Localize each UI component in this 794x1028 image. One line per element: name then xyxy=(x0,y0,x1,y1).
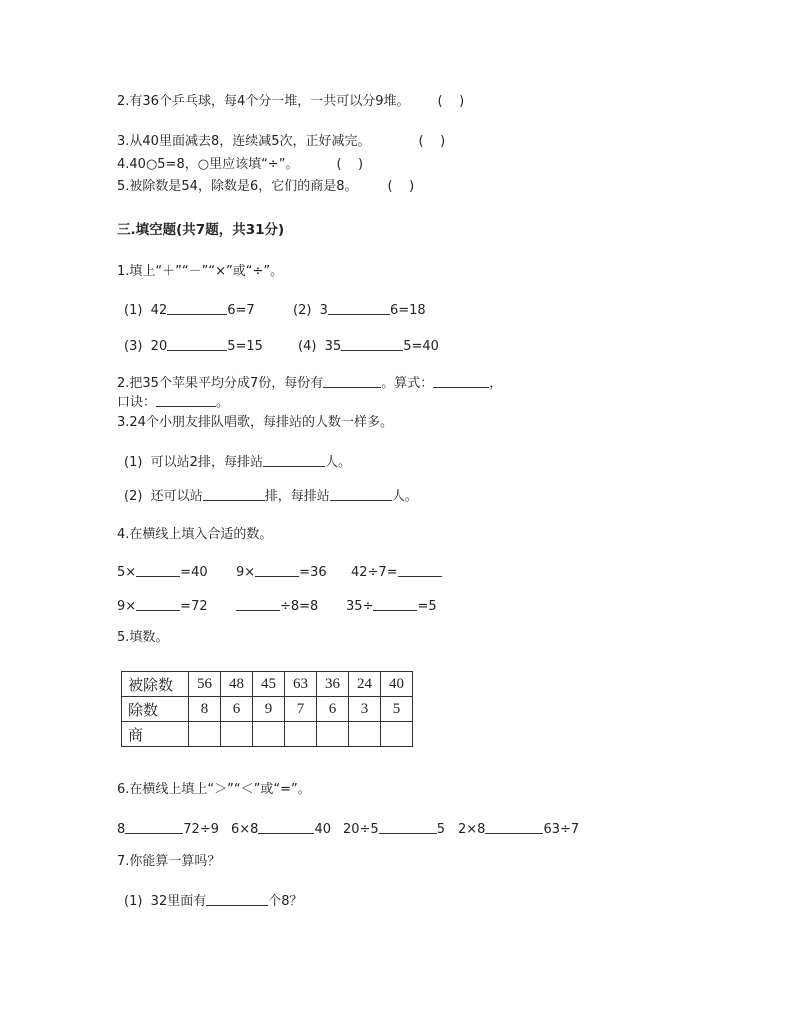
table-cell: 9 xyxy=(253,697,285,722)
q2-line-2: 口诀： 。 xyxy=(117,395,230,410)
table-cell: 6 xyxy=(317,697,349,722)
answer-blank[interactable] xyxy=(328,301,390,315)
q7-sub-1: (1) 32里面有 个8？ xyxy=(124,894,303,909)
answer-blank[interactable] xyxy=(323,374,381,388)
q1-item-2: (2) 3 6=18 xyxy=(293,303,426,318)
table-cell: 6 xyxy=(221,697,253,722)
row-label: 商 xyxy=(122,722,189,747)
table-cell: 40 xyxy=(381,672,413,697)
q3-sub-1: (1) 可以站2排，每排站 人。 xyxy=(124,455,351,470)
row-label: 被除数 xyxy=(122,672,189,697)
q6-compare-3: 20÷5 5 xyxy=(343,822,445,837)
table-cell: 36 xyxy=(317,672,349,697)
q4-eq-5: ÷8=8 xyxy=(236,597,318,615)
judge-q2: 2.有36个乒乓球，每4个分一堆，一共可以分9堆。 ( ) xyxy=(117,94,465,109)
table-row xyxy=(122,722,413,747)
row-label: 除数 xyxy=(122,697,189,722)
q6-prompt: 6.在横线上填上“＞”“＜”或“=”。 xyxy=(117,782,311,797)
answer-blank[interactable] xyxy=(167,337,227,351)
q6-compare-4: 2×8 63÷7 xyxy=(458,822,580,837)
answer-cell[interactable] xyxy=(189,722,221,747)
answer-blank[interactable] xyxy=(373,597,417,611)
q1-item-4: (4) 35 5=40 xyxy=(298,339,439,354)
answer-blank[interactable] xyxy=(136,563,180,577)
answer-blank[interactable] xyxy=(341,337,403,351)
answer-blank[interactable] xyxy=(379,820,437,834)
answer-blank[interactable] xyxy=(263,453,325,467)
division-table xyxy=(121,671,413,747)
table-cell: 63 xyxy=(285,672,317,697)
table-cell: 48 xyxy=(221,672,253,697)
answer-blank[interactable] xyxy=(330,487,392,501)
q1-prompt: 1.填上“＋”“－”“×”或“÷”。 xyxy=(117,264,284,279)
table-row xyxy=(122,672,413,697)
q4-eq-1: 5× =40 xyxy=(117,565,208,580)
q6-compare-1: 8 72÷9 xyxy=(117,822,219,837)
answer-paren[interactable]: ( ) xyxy=(437,94,465,109)
answer-cell[interactable] xyxy=(317,722,349,747)
answer-blank[interactable] xyxy=(203,487,265,501)
answer-blank[interactable] xyxy=(206,892,268,906)
q3-prompt: 3.24个小朋友排队唱歌，每排站的人数一样多。 xyxy=(117,415,393,430)
q2-line-1: 2.把35个苹果平均分成7份，每份有 。算式： ， xyxy=(117,376,503,391)
judge-q4: 4.40○5=8，○里应该填“÷”。 ( ) xyxy=(117,157,364,172)
table-cell: 56 xyxy=(189,672,221,697)
answer-blank[interactable] xyxy=(398,563,442,577)
q1-item-1: (1) 42 6=7 xyxy=(124,303,255,318)
answer-blank[interactable] xyxy=(136,597,180,611)
answer-paren[interactable]: ( ) xyxy=(387,179,415,194)
judge-q3: 3.从40里面减去8，连续减5次，正好减完。 ( ) xyxy=(117,134,446,149)
answer-cell[interactable] xyxy=(253,722,285,747)
answer-cell[interactable] xyxy=(349,722,381,747)
q4-prompt: 4.在横线上填入合适的数。 xyxy=(117,527,273,542)
answer-blank[interactable] xyxy=(433,374,489,388)
q4-eq-3: 42÷7= xyxy=(351,563,442,581)
answer-blank[interactable] xyxy=(167,301,227,315)
q6-compare-2: 6×8 40 xyxy=(231,822,331,837)
table-cell: 5 xyxy=(381,697,413,722)
answer-paren[interactable]: ( ) xyxy=(418,134,446,149)
answer-cell[interactable] xyxy=(285,722,317,747)
section-title: 三.填空题(共7题，共31分) xyxy=(117,222,285,238)
answer-blank[interactable] xyxy=(258,820,314,834)
answer-cell[interactable] xyxy=(381,722,413,747)
table-row xyxy=(122,697,413,722)
judge-q5: 5.被除数是54，除数是6，它们的商是8。 ( ) xyxy=(117,179,415,194)
table-cell: 8 xyxy=(189,697,221,722)
answer-blank[interactable] xyxy=(255,563,299,577)
answer-blank[interactable] xyxy=(236,597,280,611)
answer-blank[interactable] xyxy=(485,820,543,834)
q7-prompt: 7.你能算一算吗？ xyxy=(117,854,221,869)
table-cell: 45 xyxy=(253,672,285,697)
answer-cell[interactable] xyxy=(221,722,253,747)
table-cell: 24 xyxy=(349,672,381,697)
answer-blank[interactable] xyxy=(125,820,183,834)
table-cell: 7 xyxy=(285,697,317,722)
table-cell: 3 xyxy=(349,697,381,722)
q1-item-3: (3) 20 5=15 xyxy=(124,339,263,354)
q3-sub-2: (2) 还可以站 排，每排站 人。 xyxy=(124,489,418,504)
q4-eq-6: 35÷ =5 xyxy=(346,599,437,614)
q4-eq-2: 9× =36 xyxy=(236,565,327,580)
answer-paren[interactable]: ( ) xyxy=(336,157,364,172)
q4-eq-4: 9× =72 xyxy=(117,599,208,614)
q5-prompt: 5.填数。 xyxy=(117,630,169,645)
answer-blank[interactable] xyxy=(156,393,216,407)
